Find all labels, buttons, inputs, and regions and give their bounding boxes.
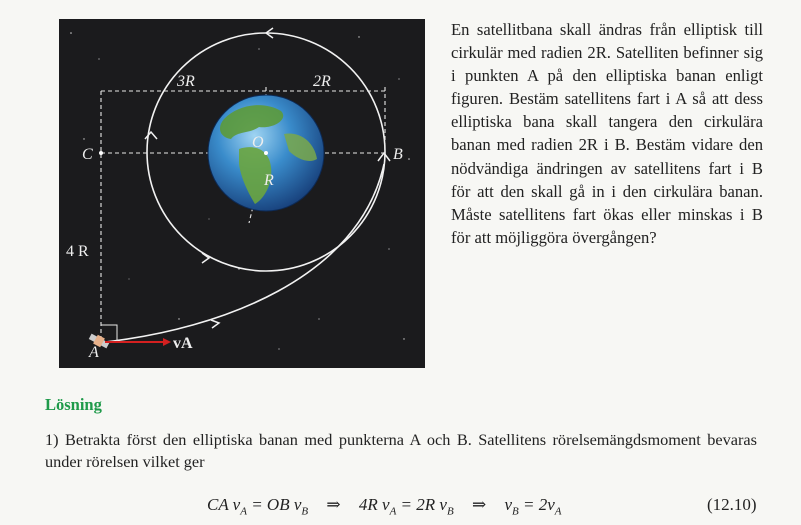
eq-sub: A bbox=[389, 505, 397, 518]
eq-part: 4R v bbox=[358, 495, 390, 514]
label-2r: 2R bbox=[313, 73, 331, 90]
label-va: vA bbox=[173, 335, 193, 352]
eq-part: = 2R v bbox=[396, 495, 447, 514]
label-o: O bbox=[252, 134, 264, 151]
label-4r: 4 R bbox=[66, 243, 89, 260]
eq-part: CA v bbox=[207, 495, 241, 514]
label-a: A bbox=[89, 344, 99, 361]
eq-part: v bbox=[504, 495, 512, 514]
solution-heading: Lösning bbox=[45, 395, 102, 414]
eq-sub: B bbox=[446, 505, 454, 518]
eq-part: = 2v bbox=[518, 495, 555, 514]
eq-part: = OB v bbox=[246, 495, 302, 514]
label-c: C bbox=[82, 146, 93, 163]
orbit-figure bbox=[59, 19, 425, 368]
equation-number: (12.10) bbox=[707, 495, 757, 514]
label-3r: 3R bbox=[177, 73, 195, 90]
eq-sub: B bbox=[511, 505, 519, 518]
eq-sub: B bbox=[301, 505, 309, 518]
eq-sub: A bbox=[240, 505, 247, 518]
point-o-dot bbox=[264, 151, 268, 155]
solution-paragraph: 1) Betrakta först den elliptiska banan med punkterna A och B. Satellitens rörelsemängdsmoment bevaras under rörelsen vilket ger bbox=[45, 430, 757, 471]
label-r: R bbox=[264, 172, 274, 189]
equation-12-10 bbox=[207, 495, 561, 517]
implies-arrow: ⇒ bbox=[471, 495, 487, 514]
velocity-arrowhead bbox=[163, 338, 171, 346]
implies-arrow: ⇒ bbox=[326, 495, 341, 514]
eq-sub: A bbox=[554, 505, 562, 518]
label-b: B bbox=[393, 146, 403, 163]
orbit-diagram bbox=[59, 19, 425, 368]
point-c-dot bbox=[99, 151, 103, 155]
problem-statement: En satellitbana skall ändras från elliptisk till cirkulär med radien 2R. Satelliten befinner sig i punkten A på den elliptiska banan enligt figuren. Bestäm satellitens fart i A så att dess elliptiska bana skall tangera den cirkulära banan med radien 2R i B. Bestäm vidare den nödvändiga ändringen av satellitens fart i B för att den skall gå in i den cirkulära banan. Måste satellitens fart ökas eller minskas i B för att möjliggöra övergången? bbox=[451, 20, 763, 247]
